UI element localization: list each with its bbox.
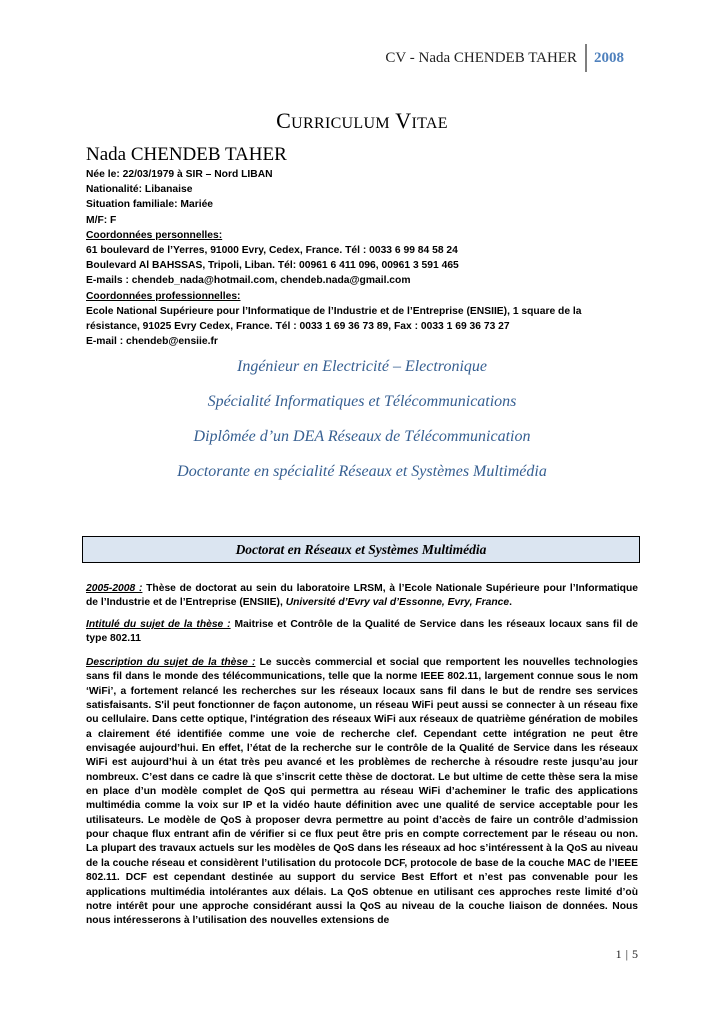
section-header <box>82 536 640 563</box>
document-title <box>0 108 724 134</box>
address-france: 61 boulevard de l’Yerres, 91000 Evry, Cedex, France. Tél : 0033 6 99 84 58 24 <box>86 245 458 257</box>
professional-address-2: résistance, 91025 Evry Cedex, France. Tél : 0033 1 69 36 73 89, Fax : 0033 1 69 36 73 27 <box>86 321 510 333</box>
university-name: Université d’Evry val d’Essonne, Evry, France <box>285 597 510 609</box>
nationality: Nationalité: Libanaise <box>86 184 193 196</box>
title-rest-2: ITAE <box>411 115 448 132</box>
period-text: Thèse de doctorat au sein du laboratoire LRSM, à l’Ecole Nationale Supérieure pour l’Informatique de l’Industrie et de l’Entreprise (ENSIIE), <box>86 583 638 609</box>
professional-contact-heading: Coordonnées professionnelles: <box>86 290 241 302</box>
page-separator: | <box>625 947 628 961</box>
description-text: Le succès commercial et social que remportent les nouvelles technologies sans fil dans le monde des télécommunications, telle que la norme IEEE 802.11, largement connue sous le nom ‘WiFi’, a fortement relancé les recherches sur les réseaux locaux sans fil dans le but de rendre ses services satisfaisants. S'il peut fonctionner de façon autonome, un réseau WiFi peut aussi se connecter à un réseau fixe ou cellulaire. Dans cette optique, l'intégration des réseaux WiFi aux réseaux de quatrième génération de mobiles a clairement été identifiée comme une voie de recherche clef. Cependant cette intégration ne peut être envisagée aujourd’hui. En effet, l’état de la recherche sur le contrôle de la Qualité de Service dans les réseaux WiFi est aujourd’hui à un état très peu avancé et les problèmes de recherche à résoudre reste jusqu’au jour nombreux. C’est dans ce cadre là que s’inscrit cette thèse de doctorat. Le but ultime de cette thèse sera la mise en place d’un modèle complet de QoS qui permettra au réseau WiFi d’acheminer le trafic des applications multimédia comme la voix sur IP et la vidéo haute définition avec une qualité de service acceptable pour les utilisateurs. Le modèle de QoS à proposer devra permettre au point d’accès de faire un contrôle d’admission pour chaque flux entrant afin de vérifier si ce flux peut être pris en compte correctement par le réseau ou non. La plupart des travaux actuels sur les modèles de QoS dans les réseaux ad hoc s’intéressent à la QoS au niveau de la couche réseau et considèrent l’utilisation du protocole DCF, protocole de base de la couche MAC de l’IEEE 802.11. DCF est cependant destinée au support du service Best Effort et n’est pas convenable pour les applications multimédia intolérantes aux délais. La QoS obtenue en utilisant ces approches reste limité d’où notre intérêt pour une approche considérant aussi la QoS au niveau de la couche liaison de données. Nous nous intéresserons à l’utilisation des nouvelles extensions de <box>86 657 638 927</box>
page-header <box>385 44 624 72</box>
family-status: Situation familiale: Mariée <box>86 199 214 211</box>
thesis-description-paragraph <box>86 656 638 929</box>
subject-text: Maitrise et Contrôle de la Qualité de Service dans les réseaux locaux sans fil de type 802.11 <box>86 619 638 645</box>
subject-label: Intitulé du sujet de la thèse : <box>86 619 231 630</box>
header-year: 2008 <box>594 49 624 66</box>
birth-info: Née le: 22/03/1979 à SIR – Nord LIBAN <box>86 169 273 180</box>
specialty-line: Doctorante en spécialité Réseaux et Systèmes Multimédia <box>177 463 547 480</box>
personal-info <box>86 167 646 349</box>
personal-contact-heading: Coordonnées personnelles: <box>86 229 223 241</box>
period-end: . <box>509 597 512 609</box>
title-rest-1: URRICULUM <box>291 115 390 132</box>
page-footer <box>616 947 638 962</box>
page-total: 5 <box>632 947 638 961</box>
thesis-subject-paragraph <box>86 618 638 647</box>
section-title: Doctorat en Réseaux et Systèmes Multimédia <box>235 541 487 557</box>
personal-emails: E-mails : chendeb_nada@hotmail.com, chendeb.nada@gmail.com <box>86 275 411 287</box>
specialty-line: Ingénieur en Electricité – Electronique <box>237 358 487 375</box>
description-label: Description du sujet de la thèse : <box>86 657 256 668</box>
period-label: 2005-2008 : <box>86 583 143 594</box>
person-name: Nada CHENDEB TAHER <box>86 144 287 165</box>
specialty-line: Diplômée d’un DEA Réseaux de Télécommunication <box>193 428 531 445</box>
page-number: 1 <box>615 947 622 961</box>
sex: M/F: F <box>86 214 117 226</box>
professional-address-1: Ecole National Supérieure pour l’Informatique de l’Industrie et de l’Entreprise (ENSIIE), 1 square de la <box>86 305 582 317</box>
specialty-line: Spécialité Informatiques et Télécommunications <box>207 393 517 410</box>
specialties <box>0 356 724 496</box>
header-title: CV - Nada CHENDEB TAHER <box>385 49 577 66</box>
title-cap-2: V <box>395 108 412 133</box>
thesis-period-paragraph <box>86 582 638 611</box>
title-cap-1: C <box>276 108 292 133</box>
address-lebanon: Boulevard Al BAHSSAS, Tripoli, Liban. Tél: 00961 6 411 096, 00961 3 591 465 <box>86 260 459 272</box>
professional-email: E-mail : chendeb@ensiie.fr <box>86 336 218 348</box>
